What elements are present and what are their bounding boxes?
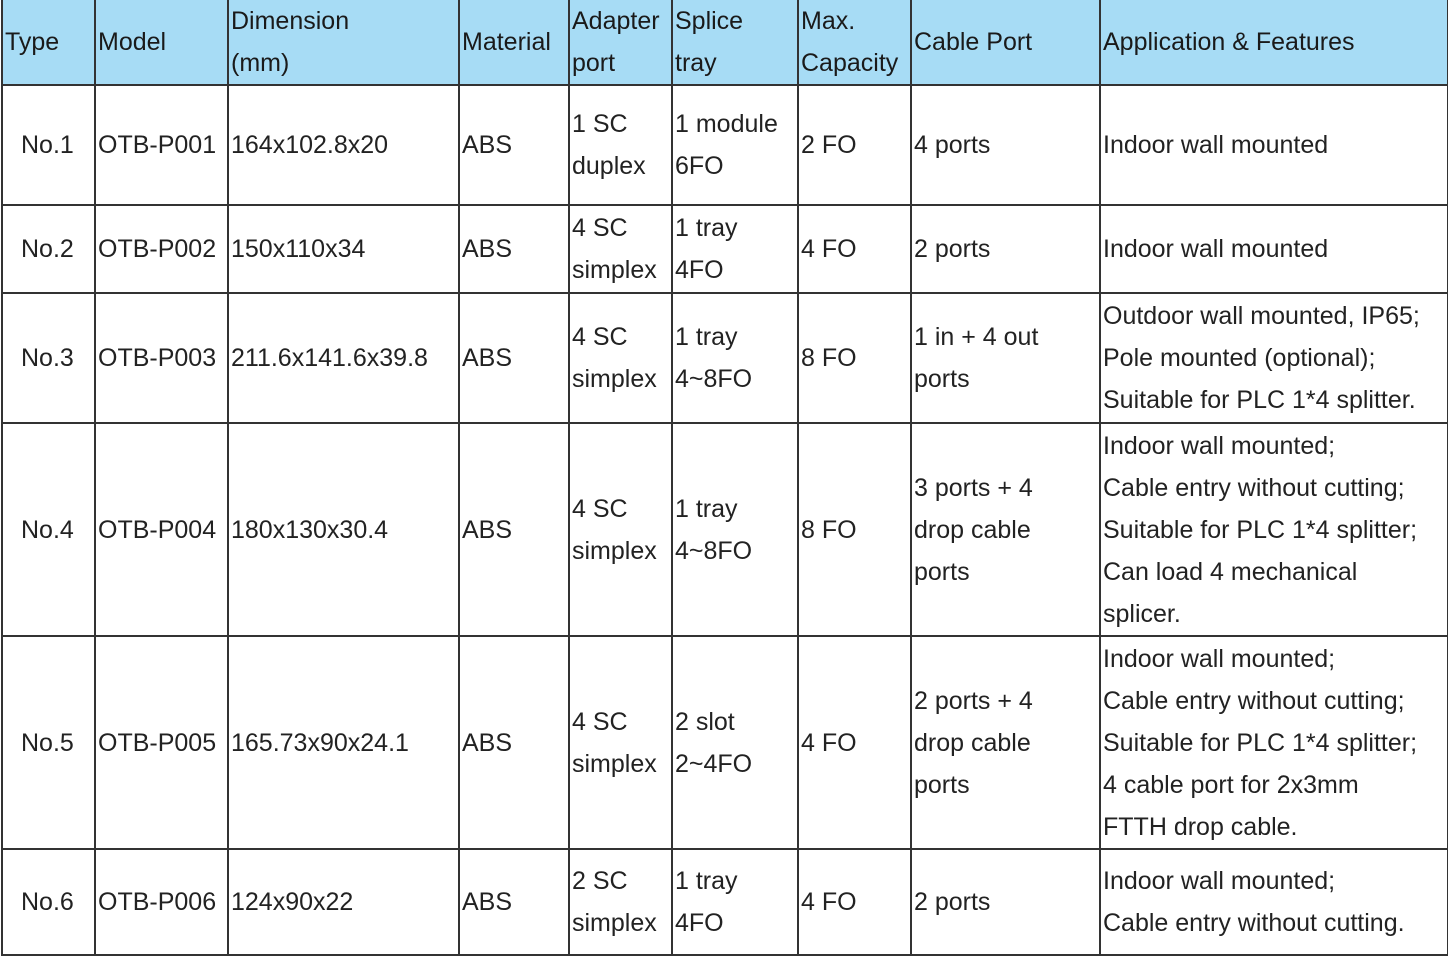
cell-capacity: 4 FO [798, 205, 911, 293]
header-max-capacity: Max. Capacity [798, 0, 911, 85]
cell-application: Indoor wall mounted [1100, 205, 1448, 293]
table-header [2, 0, 1448, 85]
cell-type: No.3 [2, 293, 95, 423]
cell-adapter-port: 1 SC duplex [569, 85, 672, 205]
cell-type: No.1 [2, 85, 95, 205]
cell-cable-port: 2 ports + 4 drop cable ports [911, 636, 1100, 849]
cell-model: OTB-P002 [95, 205, 228, 293]
cell-dimension: 164x102.8x20 [228, 85, 459, 205]
header-cable-port: Cable Port [911, 0, 1100, 85]
cell-splice-tray: 1 tray 4FO [672, 205, 798, 293]
cell-type: No.5 [2, 636, 95, 849]
header-model: Model [95, 0, 228, 85]
cell-type: No.6 [2, 849, 95, 955]
cell-dimension: 180x130x30.4 [228, 423, 459, 636]
table-row [2, 205, 1448, 293]
cell-material: ABS [459, 85, 569, 205]
header-row [2, 0, 1448, 85]
cell-splice-tray: 2 slot 2~4FO [672, 636, 798, 849]
cell-model: OTB-P003 [95, 293, 228, 423]
cell-adapter-port: 4 SC simplex [569, 636, 672, 849]
cell-splice-tray: 1 tray 4~8FO [672, 423, 798, 636]
cell-cable-port: 2 ports [911, 849, 1100, 955]
cell-material: ABS [459, 205, 569, 293]
cell-cable-port: 1 in + 4 out ports [911, 293, 1100, 423]
cell-cable-port: 4 ports [911, 85, 1100, 205]
cell-cable-port: 3 ports + 4 drop cable ports [911, 423, 1100, 636]
cell-type: No.4 [2, 423, 95, 636]
table-row [2, 849, 1448, 955]
cell-dimension: 124x90x22 [228, 849, 459, 955]
cell-application: Indoor wall mounted; Cable entry without cutting; Suitable for PLC 1*4 splitter; Can load 4 mechanical splicer. [1100, 423, 1448, 636]
cell-cable-port: 2 ports [911, 205, 1100, 293]
cell-model: OTB-P005 [95, 636, 228, 849]
cell-capacity: 8 FO [798, 423, 911, 636]
cell-material: ABS [459, 423, 569, 636]
cell-splice-tray: 1 tray 4~8FO [672, 293, 798, 423]
table-body [2, 85, 1448, 955]
header-dimension: Dimension (mm) [228, 0, 459, 85]
cell-model: OTB-P001 [95, 85, 228, 205]
cell-model: OTB-P004 [95, 423, 228, 636]
header-type: Type [2, 0, 95, 85]
header-application: Application & Features [1100, 0, 1448, 85]
header-adapter-port: Adapter port [569, 0, 672, 85]
cell-application: Outdoor wall mounted, IP65; Pole mounted (optional); Suitable for PLC 1*4 splitter. [1100, 293, 1448, 423]
cell-capacity: 4 FO [798, 636, 911, 849]
cell-application: Indoor wall mounted; Cable entry without cutting; Suitable for PLC 1*4 splitter; 4 cable port for 2x3mm FTTH drop cable. [1100, 636, 1448, 849]
table-row [2, 423, 1448, 636]
cell-adapter-port: 4 SC simplex [569, 423, 672, 636]
cell-splice-tray: 1 tray 4FO [672, 849, 798, 955]
header-splice-tray: Splice tray [672, 0, 798, 85]
cell-type: No.2 [2, 205, 95, 293]
cell-material: ABS [459, 636, 569, 849]
cell-dimension: 150x110x34 [228, 205, 459, 293]
cell-material: ABS [459, 293, 569, 423]
cell-dimension: 165.73x90x24.1 [228, 636, 459, 849]
cell-adapter-port: 4 SC simplex [569, 293, 672, 423]
cell-adapter-port: 2 SC simplex [569, 849, 672, 955]
table-row [2, 636, 1448, 849]
header-material: Material [459, 0, 569, 85]
table-row [2, 85, 1448, 205]
cell-capacity: 4 FO [798, 849, 911, 955]
cell-capacity: 2 FO [798, 85, 911, 205]
cell-application: Indoor wall mounted [1100, 85, 1448, 205]
product-spec-table [1, 0, 1448, 956]
cell-capacity: 8 FO [798, 293, 911, 423]
cell-dimension: 211.6x141.6x39.8 [228, 293, 459, 423]
table-row [2, 293, 1448, 423]
cell-material: ABS [459, 849, 569, 955]
cell-splice-tray: 1 module 6FO [672, 85, 798, 205]
cell-application: Indoor wall mounted; Cable entry without cutting. [1100, 849, 1448, 955]
cell-model: OTB-P006 [95, 849, 228, 955]
cell-adapter-port: 4 SC simplex [569, 205, 672, 293]
